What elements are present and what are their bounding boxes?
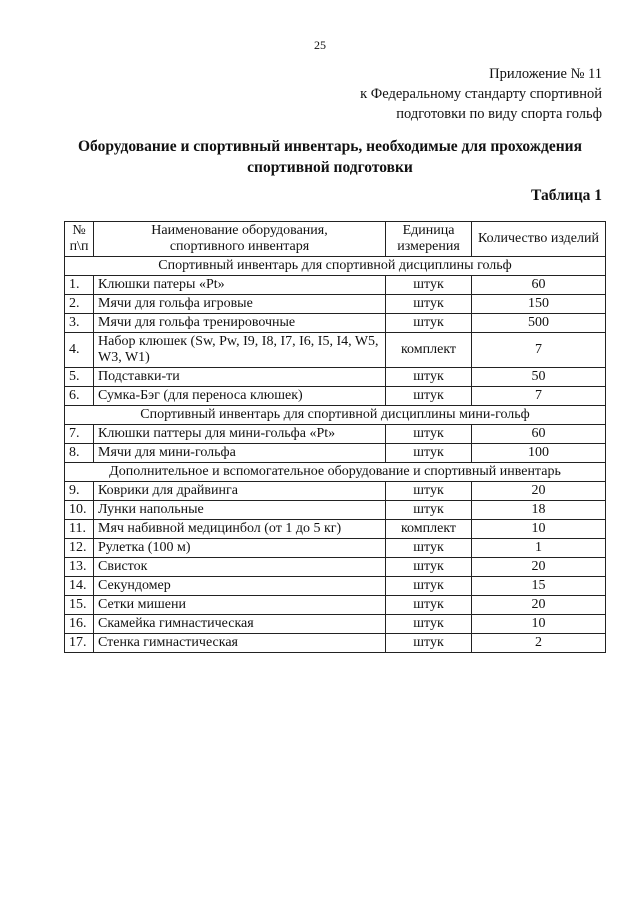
row-number: 12.	[65, 539, 94, 558]
section-title: Спортивный инвентарь для спортивной дисциплины гольф	[65, 257, 606, 276]
item-unit: комплект	[386, 333, 472, 368]
table-row	[65, 501, 606, 520]
item-quantity: 18	[472, 501, 606, 520]
item-unit: штук	[386, 368, 472, 387]
header-quantity: Количество изделий	[472, 222, 606, 257]
item-unit: штук	[386, 577, 472, 596]
item-unit: штук	[386, 295, 472, 314]
item-unit: штук	[386, 539, 472, 558]
table-row	[65, 444, 606, 463]
item-quantity: 20	[472, 596, 606, 615]
item-name: Сетки мишени	[94, 596, 386, 615]
header-name	[94, 222, 386, 257]
table-row	[65, 558, 606, 577]
item-quantity: 20	[472, 482, 606, 501]
item-quantity: 500	[472, 314, 606, 333]
item-unit: штук	[386, 314, 472, 333]
item-name: Клюшки патеры «Pt»	[94, 276, 386, 295]
equipment-table	[64, 221, 606, 653]
table-row	[65, 482, 606, 501]
table-row	[65, 596, 606, 615]
item-name: Мячи для гольфа игровые	[94, 295, 386, 314]
page-number: 25	[314, 38, 326, 52]
table-row	[65, 333, 606, 368]
item-name: Секундомер	[94, 577, 386, 596]
row-number: 5.	[65, 368, 94, 387]
header-unit-line-2: измерения	[397, 239, 460, 254]
table-row	[65, 577, 606, 596]
item-unit: штук	[386, 444, 472, 463]
item-name: Мячи для гольфа тренировочные	[94, 314, 386, 333]
item-quantity: 15	[472, 577, 606, 596]
header-number	[65, 222, 94, 257]
item-name: Скамейка гимнастическая	[94, 615, 386, 634]
appendix-line-3: подготовки по виду спорта гольф	[396, 106, 602, 122]
row-number: 2.	[65, 295, 94, 314]
item-unit: комплект	[386, 520, 472, 539]
item-unit: штук	[386, 634, 472, 653]
row-number: 14.	[65, 577, 94, 596]
appendix-line-1: Приложение № 11	[489, 66, 602, 82]
table-body	[65, 257, 606, 653]
row-number: 1.	[65, 276, 94, 295]
table-row	[65, 520, 606, 539]
item-unit: штук	[386, 558, 472, 577]
table-row	[65, 387, 606, 406]
table-header-row	[65, 222, 606, 257]
item-unit: штук	[386, 425, 472, 444]
header-number-line-1: №	[72, 223, 86, 238]
table-row	[65, 634, 606, 653]
item-unit: штук	[386, 387, 472, 406]
appendix-reference	[360, 64, 602, 124]
row-number: 8.	[65, 444, 94, 463]
item-quantity: 7	[472, 387, 606, 406]
section-title: Дополнительное и вспомогательное оборудование и спортивный инвентарь	[65, 463, 606, 482]
item-quantity: 10	[472, 615, 606, 634]
item-unit: штук	[386, 615, 472, 634]
table-label: Таблица 1	[531, 187, 602, 204]
table-row	[65, 314, 606, 333]
document-title-line-2: спортивной подготовки	[247, 159, 413, 176]
item-name: Мяч набивной медицинбол (от 1 до 5 кг)	[94, 520, 386, 539]
table-row	[65, 425, 606, 444]
appendix-line-2: к Федеральному стандарту спортивной	[360, 86, 602, 102]
item-name: Коврики для драйвинга	[94, 482, 386, 501]
item-name: Подставки-ти	[94, 368, 386, 387]
section-row	[65, 406, 606, 425]
section-row	[65, 257, 606, 276]
item-quantity: 7	[472, 333, 606, 368]
table-row	[65, 368, 606, 387]
item-unit: штук	[386, 596, 472, 615]
row-number: 3.	[65, 314, 94, 333]
row-number: 10.	[65, 501, 94, 520]
item-quantity: 150	[472, 295, 606, 314]
section-row	[65, 463, 606, 482]
item-quantity: 1	[472, 539, 606, 558]
item-quantity: 60	[472, 425, 606, 444]
item-unit: штук	[386, 276, 472, 295]
item-name: Набор клюшек (Sw, Pw, I9, I8, I7, I6, I5, I4, W5, W3, W1)	[94, 333, 386, 368]
header-name-line-2: спортивного инвентаря	[169, 239, 310, 254]
item-name: Мячи для мини-гольфа	[94, 444, 386, 463]
item-quantity: 100	[472, 444, 606, 463]
item-quantity: 2	[472, 634, 606, 653]
row-number: 11.	[65, 520, 94, 539]
table-row	[65, 276, 606, 295]
document-title	[60, 136, 600, 178]
item-name: Сумка-Бэг (для переноса клюшек)	[94, 387, 386, 406]
header-number-line-2: п\п	[69, 239, 89, 254]
row-number: 15.	[65, 596, 94, 615]
row-number: 17.	[65, 634, 94, 653]
item-quantity: 20	[472, 558, 606, 577]
header-unit-line-1: Единица	[402, 223, 455, 238]
header-name-line-1: Наименование оборудования,	[151, 223, 328, 238]
item-quantity: 10	[472, 520, 606, 539]
item-name: Свисток	[94, 558, 386, 577]
item-name: Клюшки паттеры для мини-гольфа «Pt»	[94, 425, 386, 444]
item-quantity: 50	[472, 368, 606, 387]
table-row	[65, 539, 606, 558]
row-number: 7.	[65, 425, 94, 444]
section-title: Спортивный инвентарь для спортивной дисциплины мини-гольф	[65, 406, 606, 425]
row-number: 13.	[65, 558, 94, 577]
item-quantity: 60	[472, 276, 606, 295]
item-unit: штук	[386, 501, 472, 520]
header-unit	[386, 222, 472, 257]
item-unit: штук	[386, 482, 472, 501]
item-name: Рулетка (100 м)	[94, 539, 386, 558]
document-title-line-1: Оборудование и спортивный инвентарь, необходимые для прохождения	[78, 138, 582, 155]
table-row	[65, 295, 606, 314]
row-number: 4.	[65, 333, 94, 368]
row-number: 16.	[65, 615, 94, 634]
row-number: 6.	[65, 387, 94, 406]
item-name: Стенка гимнастическая	[94, 634, 386, 653]
row-number: 9.	[65, 482, 94, 501]
item-name: Лунки напольные	[94, 501, 386, 520]
table-row	[65, 615, 606, 634]
